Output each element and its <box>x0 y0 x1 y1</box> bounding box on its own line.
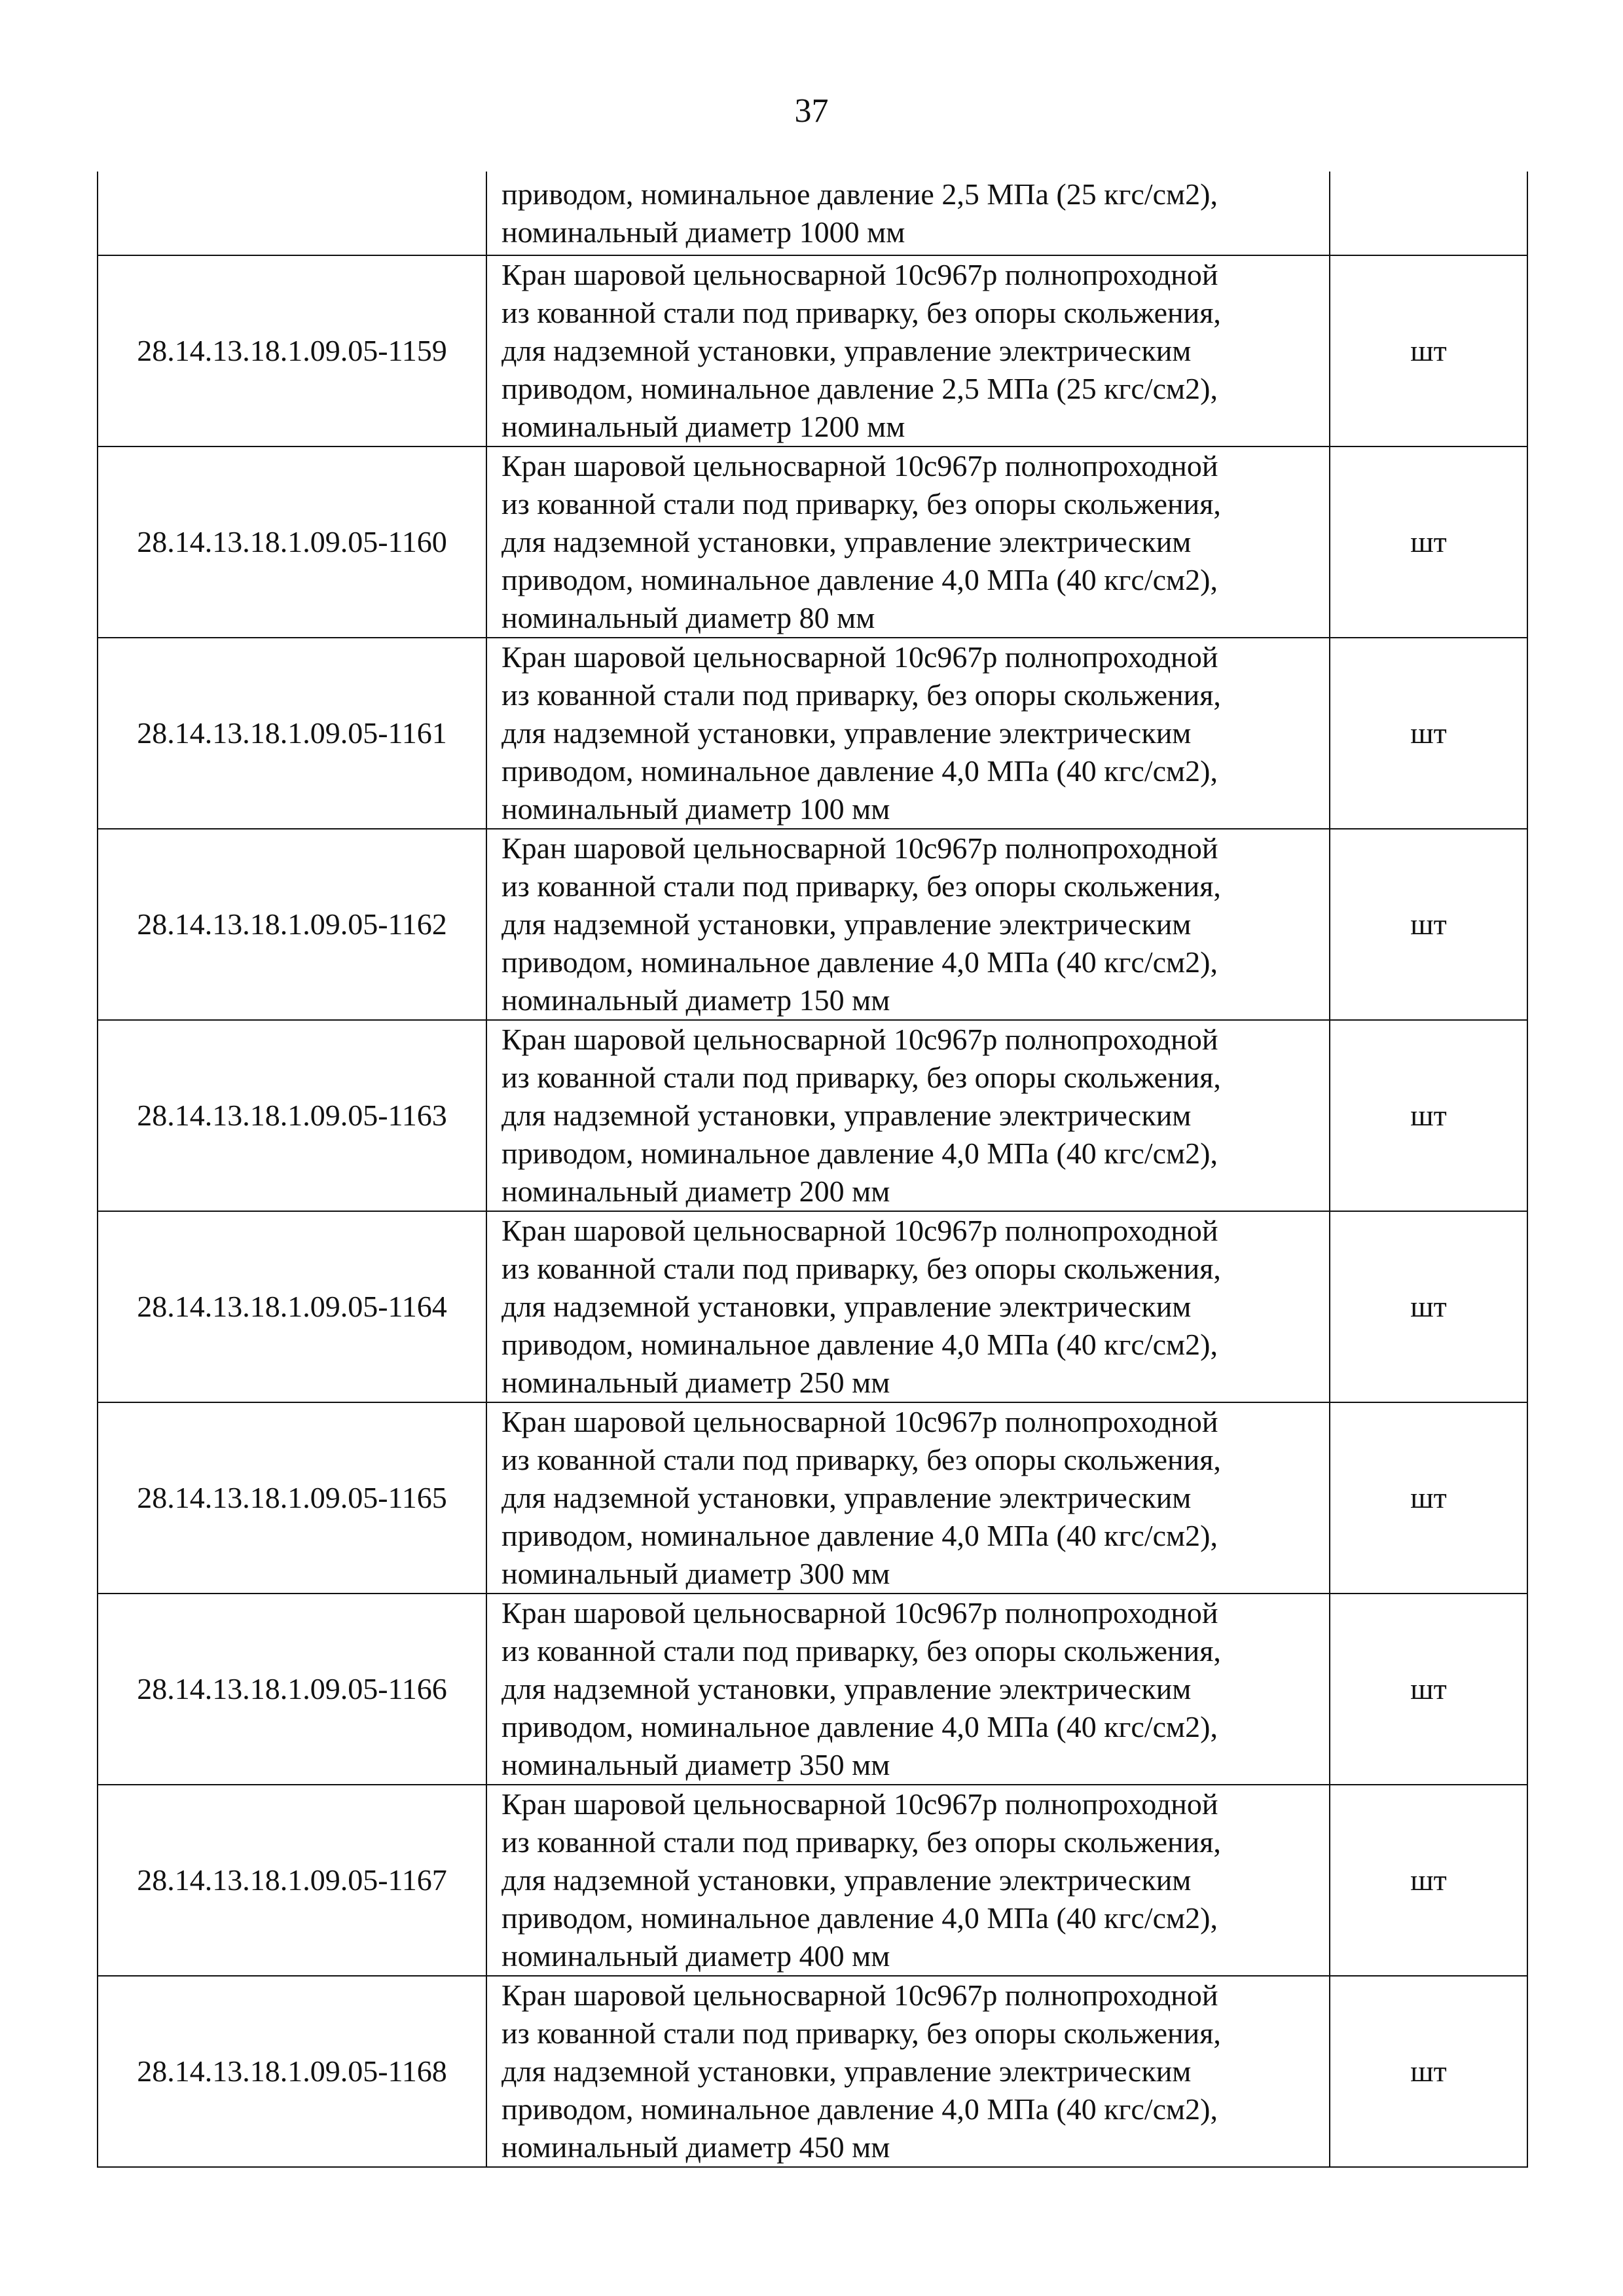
description-line: из кованной стали под приварку, без опоры скольжения, <box>501 1825 1221 1859</box>
description-line: из кованной стали под приварку, без опоры скольжения, <box>501 869 1221 903</box>
table-row <box>98 1785 1527 1976</box>
item-description <box>486 1402 1330 1594</box>
table-row <box>98 1594 1527 1785</box>
table-row <box>98 1020 1527 1211</box>
description-line: приводом, номинальное давление 4,0 МПа (40 кгс/см2), <box>501 2092 1218 2126</box>
description-line: номинальный диаметр 200 мм <box>501 1175 890 1208</box>
description-line: Кран шаровой цельносварной 10с967р полнопроходной <box>501 831 1218 865</box>
description-line: Кран шаровой цельносварной 10с967р полнопроходной <box>501 640 1218 674</box>
item-unit: шт <box>1330 1211 1527 1402</box>
description-line: Кран шаровой цельносварной 10с967р полнопроходной <box>501 1214 1218 1247</box>
description-line: номинальный диаметр 1200 мм <box>501 410 905 443</box>
description-line: приводом, номинальное давление 4,0 МПа (40 кгс/см2), <box>501 754 1218 788</box>
item-description <box>486 255 1330 446</box>
table-row <box>98 1402 1527 1594</box>
description-line: приводом, номинальное давление 4,0 МПа (40 кгс/см2), <box>501 1328 1218 1361</box>
table-row <box>98 1211 1527 1402</box>
description-line: из кованной стали под приварку, без опоры скольжения, <box>501 1443 1221 1476</box>
table-row <box>98 1976 1527 2167</box>
description-line: из кованной стали под приварку, без опоры скольжения, <box>501 296 1221 329</box>
item-unit: шт <box>1330 1785 1527 1976</box>
description-line: номинальный диаметр 100 мм <box>501 792 890 826</box>
table-row <box>98 829 1527 1020</box>
table-row <box>98 172 1527 255</box>
description-line: для надземной установки, управление электрическим <box>501 525 1192 558</box>
description-line: для надземной установки, управление электрическим <box>501 2054 1192 2088</box>
item-code: 28.14.13.18.1.09.05-1166 <box>98 1594 486 1785</box>
description-line: приводом, номинальное давление 4,0 МПа (40 кгс/см2), <box>501 563 1218 596</box>
item-description <box>486 172 1330 255</box>
description-line: из кованной стали под приварку, без опоры скольжения, <box>501 2016 1221 2050</box>
description-line: из кованной стали под приварку, без опоры скольжения, <box>501 678 1221 712</box>
description-line: для надземной установки, управление электрическим <box>501 1099 1192 1132</box>
item-unit: шт <box>1330 638 1527 829</box>
description-line: приводом, номинальное давление 4,0 МПа (40 кгс/см2), <box>501 945 1218 979</box>
description-line: Кран шаровой цельносварной 10с967р полнопроходной <box>501 1023 1218 1056</box>
item-description <box>486 1785 1330 1976</box>
item-unit: шт <box>1330 255 1527 446</box>
description-line: номинальный диаметр 80 мм <box>501 601 875 634</box>
description-line: номинальный диаметр 1000 мм <box>501 215 905 249</box>
description-line: номинальный диаметр 450 мм <box>501 2130 890 2164</box>
description-line: из кованной стали под приварку, без опоры скольжения, <box>501 1061 1221 1094</box>
description-line: для надземной установки, управление электрическим <box>501 1672 1192 1705</box>
item-code: 28.14.13.18.1.09.05-1164 <box>98 1211 486 1402</box>
description-line: приводом, номинальное давление 2,5 МПа (25 кгс/см2), <box>501 372 1218 405</box>
description-line: Кран шаровой цельносварной 10с967р полнопроходной <box>501 1787 1218 1821</box>
description-line: Кран шаровой цельносварной 10с967р полнопроходной <box>501 1405 1218 1438</box>
description-line: номинальный диаметр 350 мм <box>501 1748 890 1781</box>
description-line: для надземной установки, управление электрическим <box>501 716 1192 750</box>
item-description <box>486 446 1330 638</box>
description-line: Кран шаровой цельносварной 10с967р полнопроходной <box>501 1978 1218 2012</box>
price-table <box>97 172 1528 2168</box>
item-code: 28.14.13.18.1.09.05-1162 <box>98 829 486 1020</box>
description-line: для надземной установки, управление электрическим <box>501 1290 1192 1323</box>
item-description <box>486 1020 1330 1211</box>
page-number: 37 <box>794 92 829 130</box>
description-line: для надземной установки, управление электрическим <box>501 1481 1192 1514</box>
description-line: номинальный диаметр 300 мм <box>501 1557 890 1590</box>
item-unit: шт <box>1330 446 1527 638</box>
description-line: номинальный диаметр 250 мм <box>501 1366 890 1399</box>
item-code: 28.14.13.18.1.09.05-1159 <box>98 255 486 446</box>
item-description <box>486 1594 1330 1785</box>
description-line: из кованной стали под приварку, без опоры скольжения, <box>501 1252 1221 1285</box>
item-description <box>486 1211 1330 1402</box>
table-row <box>98 446 1527 638</box>
table-row <box>98 255 1527 446</box>
item-unit: шт <box>1330 1594 1527 1785</box>
item-code: 28.14.13.18.1.09.05-1161 <box>98 638 486 829</box>
description-line: Кран шаровой цельносварной 10с967р полнопроходной <box>501 449 1218 483</box>
description-line: номинальный диаметр 400 мм <box>501 1939 890 1973</box>
item-code: 28.14.13.18.1.09.05-1163 <box>98 1020 486 1211</box>
item-unit <box>1330 172 1527 255</box>
item-description <box>486 638 1330 829</box>
item-unit: шт <box>1330 829 1527 1020</box>
item-unit: шт <box>1330 1402 1527 1594</box>
item-code: 28.14.13.18.1.09.05-1167 <box>98 1785 486 1976</box>
item-unit: шт <box>1330 1976 1527 2167</box>
description-line: из кованной стали под приварку, без опоры скольжения, <box>501 1634 1221 1667</box>
item-description <box>486 829 1330 1020</box>
description-line: Кран шаровой цельносварной 10с967р полнопроходной <box>501 1596 1218 1630</box>
table-row <box>98 638 1527 829</box>
description-line: приводом, номинальное давление 4,0 МПа (40 кгс/см2), <box>501 1519 1218 1552</box>
item-code: 28.14.13.18.1.09.05-1165 <box>98 1402 486 1594</box>
description-line: Кран шаровой цельносварной 10с967р полнопроходной <box>501 258 1218 291</box>
description-line: приводом, номинальное давление 2,5 МПа (25 кгс/см2), <box>501 177 1218 211</box>
description-line: для надземной установки, управление электрическим <box>501 1863 1192 1897</box>
item-unit: шт <box>1330 1020 1527 1211</box>
description-line: приводом, номинальное давление 4,0 МПа (40 кгс/см2), <box>501 1901 1218 1935</box>
item-code <box>98 172 486 255</box>
description-line: номинальный диаметр 150 мм <box>501 983 890 1017</box>
description-line: для надземной установки, управление электрическим <box>501 907 1192 941</box>
item-code: 28.14.13.18.1.09.05-1168 <box>98 1976 486 2167</box>
item-description <box>486 1976 1330 2167</box>
description-line: для надземной установки, управление электрическим <box>501 334 1192 367</box>
description-line: приводом, номинальное давление 4,0 МПа (40 кгс/см2), <box>501 1710 1218 1743</box>
description-line: из кованной стали под приварку, без опоры скольжения, <box>501 487 1221 520</box>
table-body <box>98 172 1527 2167</box>
item-code: 28.14.13.18.1.09.05-1160 <box>98 446 486 638</box>
description-line: приводом, номинальное давление 4,0 МПа (40 кгс/см2), <box>501 1137 1218 1170</box>
